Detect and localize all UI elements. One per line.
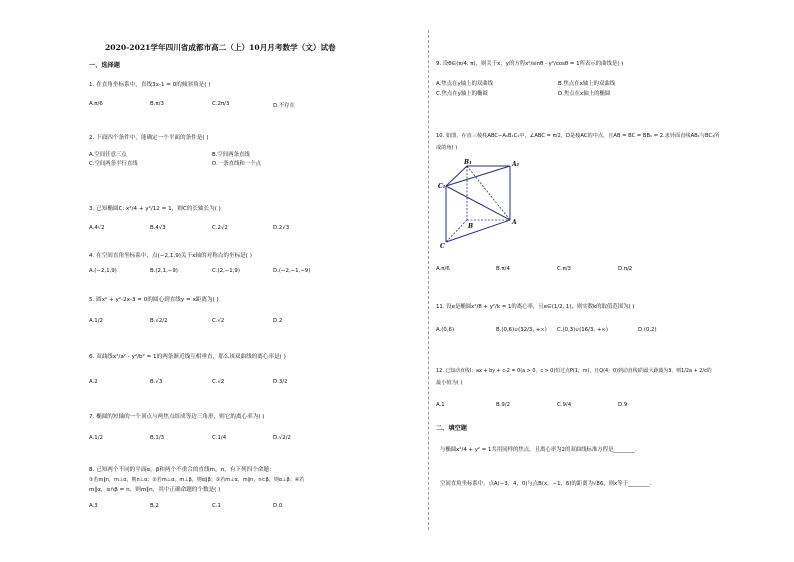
question-12-stem: 12. 已知动直线l：ax + by + c-2 = 0(a > 0，c > 0)恒过点P(1，m)，且Q(4，0)到动直线l的最大距离为3，则1/2a + 2/c的 [436,368,712,374]
q2-option-d: D.一条直线和一个点 [212,161,261,167]
q1-option-a: A.π/6 [89,101,103,107]
question-8-stem-line2: ①若m∥n，m⊥α，则n⊥α；②若m⊥α，m⊥β，则α∥β；③若m⊥α，m∥n，n⊂β，则α⊥β；④若 [89,477,305,483]
question-4-stem: 4. 在空间直角坐标系中，点(−2,1,9)关于x轴的对称点的坐标是( ) [89,253,252,259]
question-6-stem: 6. 双曲线x²/a² - y²/b² = 1的两条渐近线互相垂直，那么该双曲线的离心率是( ) [89,354,286,360]
label-c1: C₁ [438,183,446,190]
q3-option-c: C.2√2 [212,225,228,231]
question-8-stem: 8. 已知两个不同的平面α，β和两个不重合的直线m，n，有下列四个命题： [89,467,275,473]
label-b: B [468,223,474,230]
q10-option-a: A.π/6 [436,266,450,272]
q10-option-b: B.π/4 [496,266,510,272]
q11-option-a: A.(0,6) [436,327,455,333]
q11-option-b: B.(0,6)∪(32/3, +∞) [496,327,547,333]
q9-option-a: A.焦点在y轴上的双曲线 [436,81,494,87]
q2-option-a: A.空间任意三点 [89,152,127,158]
label-a1: A₁ [512,161,520,168]
q4-option-d: D.(−2,−1,−9) [273,268,311,274]
q12-option-c: C.9/4 [557,402,572,408]
q1-option-b: B.π/3 [150,101,164,107]
q9-option-d: D.焦点在x轴上的椭圆 [558,91,611,97]
label-b1: B₁ [464,159,472,166]
q11-option-d: D.(0,2) [638,327,657,333]
question-9-stem: 9. 设θ∈(π/4, π)，则关于x，y的方程x²/sinθ - y²/cosθ = 1所表示的曲线是( ) [436,61,624,67]
q1-option-c: C.2π/3 [212,101,230,107]
q7-option-d: D.√2/2 [273,435,291,441]
q6-option-b: B.√3 [150,379,163,385]
q2-option-c: C.空间两条平行直线 [89,161,138,167]
q3-option-b: B.4√3 [150,225,166,231]
q12-option-d: D.9 [618,402,628,408]
question-12-stem-line2: 最小值为( ) [436,380,463,386]
q12-option-b: B.9/2 [496,402,511,408]
q5-option-b: B.√2/2 [150,318,168,324]
q7-option-a: A.1/2 [89,435,103,441]
q4-option-c: C.(2,−1,9) [212,268,240,274]
page-title: 2020-2021学年四川省成都市高二（上）10月月考数学（文）试卷 [105,43,336,52]
q3-option-a: A.4√2 [89,225,105,231]
section-fill-heading: 二、填空题 [436,425,467,432]
section-choice-heading: 一、选择题 [89,62,120,69]
question-11-stem: 11. 设e是椭圆x²/8 + y²/k = 1的离心率，且e∈(1/2, 1)，则实数k的取值范围为( ) [436,304,635,310]
question-10-stem-line2: 成的角( ) [436,145,458,151]
q4-option-b: B.(2,1,−9) [150,268,178,274]
question-10-stem: 10. 如图，在直三棱柱ABC−A₁B₁C₁中，∠ABC = π/2，D是棱AC的中点，且AB = BC = BB₁ = 2.求异面直线AB₁与BC₁所 [436,133,720,139]
q8-option-b: B.2 [150,503,159,509]
prism-figure [436,158,526,250]
q7-option-b: B.1/3 [150,435,165,441]
question-7-stem: 7. 椭圆的短轴的一个顶点与两焦点组成等边三角形，则它的离心率为( ) [89,414,265,420]
q5-option-c: C.√2 [212,318,225,324]
q8-option-c: C.1 [212,503,221,509]
label-a: A [512,219,517,226]
q6-option-c: C.√2 [212,379,225,385]
q4-option-a: A.(−2,1,9) [89,268,117,274]
column-divider [428,30,429,530]
question-5-stem: 5. 圆x² + y²-2x-3 = 0的圆心到直线y = x距离为( ) [89,297,219,303]
q6-option-d: D.3/2 [273,379,288,385]
question-8-stem-line3: m∥α，α∩β = n，则m∥n，其中正确命题的个数是( ) [89,487,221,493]
q5-option-a: A.1/2 [89,318,103,324]
question-3-stem: 3. 已知椭圆C: x²/4 + y²/12 = 1，则C的长轴长为( ) [89,206,221,212]
q3-option-d: D.2√3 [273,225,290,231]
q9-option-b: B.焦点在x轴上的双曲线 [558,81,616,87]
q8-option-a: A.3 [89,503,98,509]
q7-option-c: C.1/4 [212,435,227,441]
label-c: C [440,243,445,250]
q10-option-c: C.π/3 [557,266,571,272]
q11-option-c: C.(0,3)∪(16/3, +∞) [557,327,608,333]
q6-option-a: A.2 [89,379,98,385]
question-1-stem: 1. 在直角坐标系中，直线3x-1 = 0的倾斜角是( ) [89,82,211,88]
q9-option-c: C.焦点在y轴上的椭圆 [436,91,488,97]
fill-question-1: 与椭圆x²/4 + y² = 1共用同样的焦点，且离心率为2的双曲线标准方程是________． [440,447,641,453]
q5-option-d: D.2 [273,318,283,324]
q2-option-b: B.空间两条直线 [212,152,250,158]
fill-question-2: 空间直角坐标系中，点A(−3，4，0)与点B(x，−1，6)的距离为√86，则x等于________． [440,481,655,487]
q10-option-d: D.π/2 [618,266,633,272]
question-2-stem: 2. 下面四个条件中，能确定一个平面的条件是( ) [89,135,209,141]
q1-option-d: D.不存在 [273,103,296,109]
q12-option-a: A.1 [436,402,445,408]
q8-option-d: D.0 [273,503,283,509]
